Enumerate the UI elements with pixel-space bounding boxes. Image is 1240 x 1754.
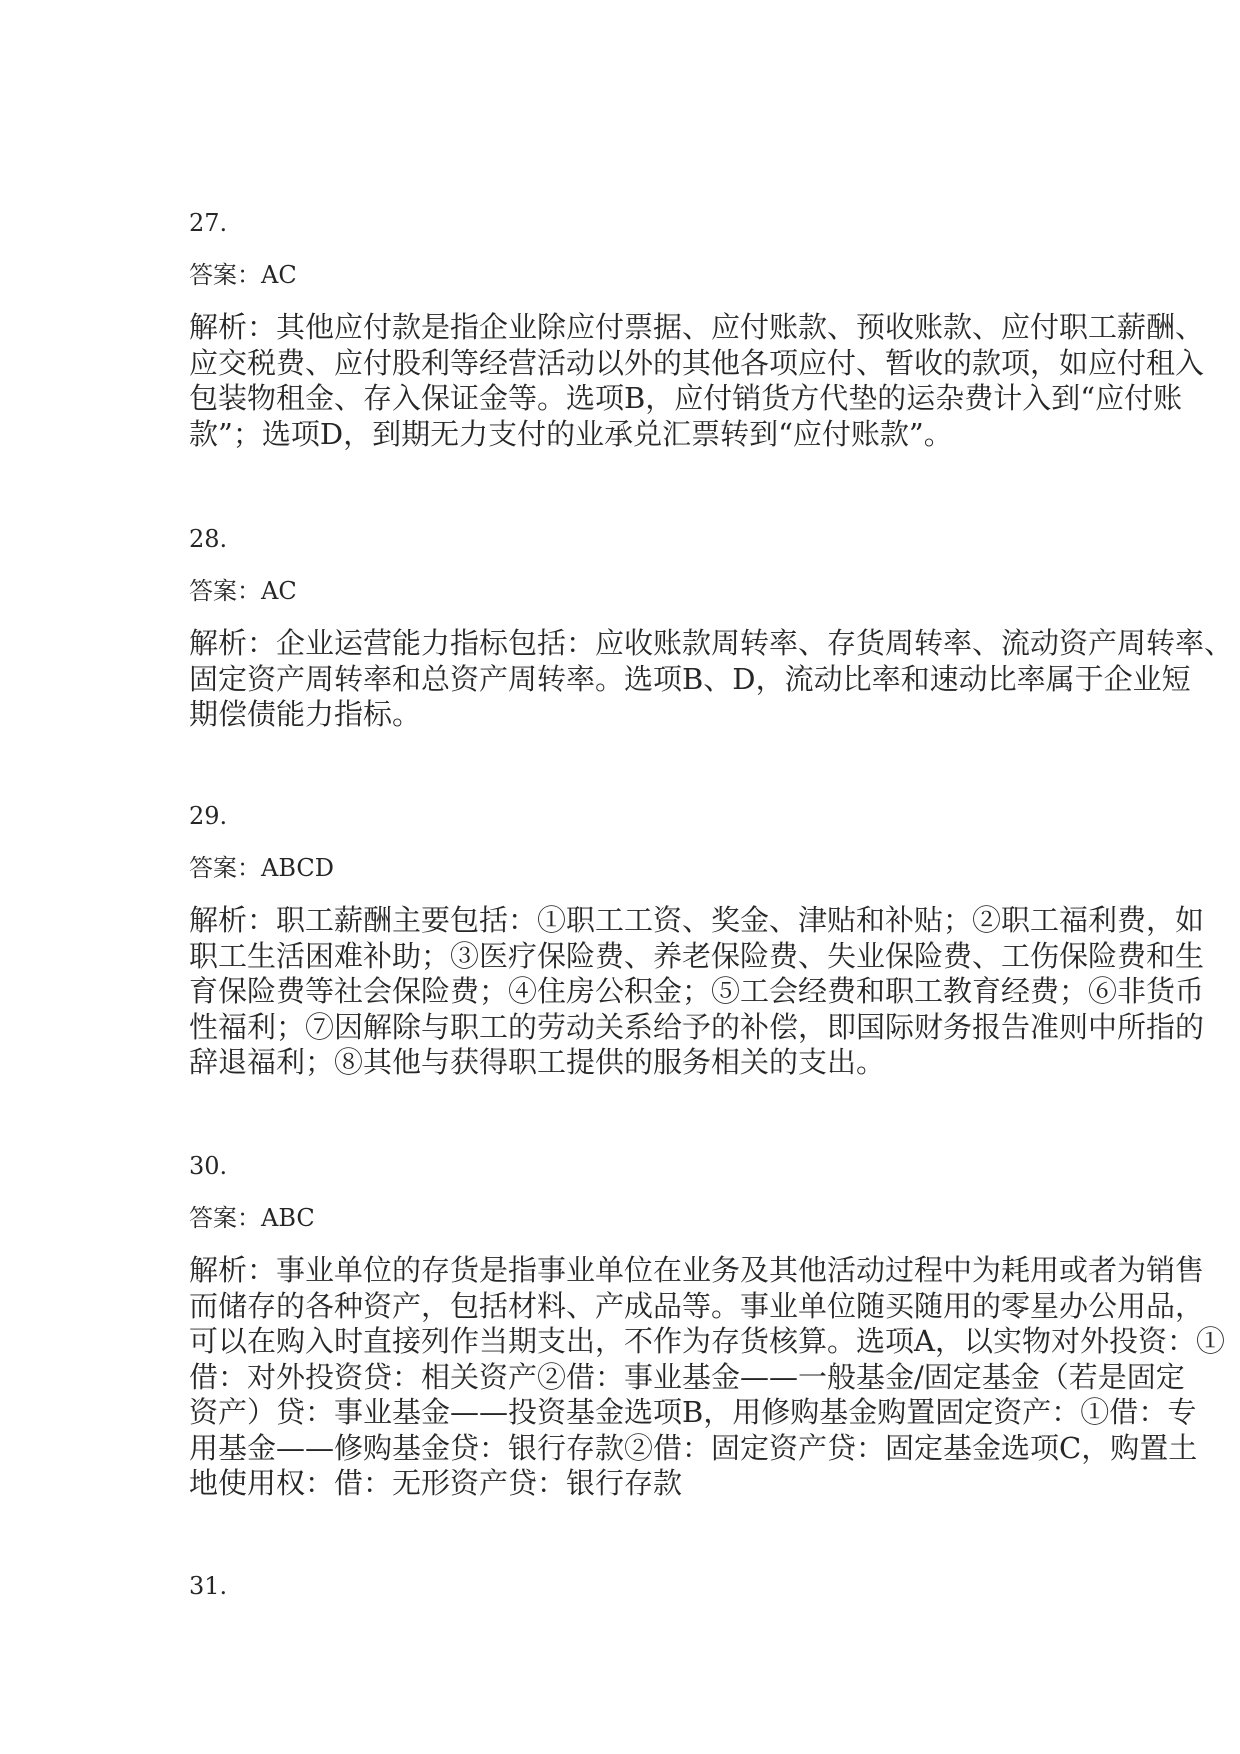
explanation-line: 包装物租金、存入保证金等。选项B，应付销货方代垫的运杂费计入到“应付账 [189,381,1183,415]
explanation-line: 期偿债能力指标。 [189,697,422,731]
answer-line: 答案：AC [189,577,297,605]
explanation-line: 解析：职工薪酬主要包括：①职工工资、奖金、津贴和补贴；②职工福利费，如 [189,903,1205,937]
explanation-line: 借：对外投资贷：相关资产②借：事业基金——一般基金/固定基金（若是固定 [189,1359,1185,1394]
explanation-line: 地使用权：借：无形资产贷：银行存款 [189,1466,683,1500]
explanation-line: 解析：事业单位的存货是指事业单位在业务及其他活动过程中为耗用或者为销售 [189,1253,1205,1287]
explanation-line: 资产）贷：事业基金——投资基金选项B，用修购基金购置固定资产：①借：专 [189,1395,1197,1429]
answer-line: 答案：ABCD [189,854,335,882]
answer-line: 答案：ABC [189,1204,315,1232]
question-number: 28. [189,525,228,553]
explanation-line: 辞退福利；⑧其他与获得职工提供的服务相关的支出。 [189,1045,886,1079]
explanation [189,1253,1225,1502]
question-number: 27. [189,209,228,237]
explanation-line: 固定资产周转率和总资产周转率。选项B、D，流动比率和速动比率属于企业短 [189,661,1191,696]
explanation-line: 可以在购入时直接列作当期支出，不作为存货核算。选项A，以实物对外投资：① [189,1324,1225,1358]
question-number: 31. [189,1572,228,1600]
explanation [189,903,1205,1081]
question-number: 29. [189,802,228,830]
explanation-line: 应交税费、应付股利等经营活动以外的其他各项应付、暂收的款项，如应付租入 [189,345,1205,380]
answer-line: 答案：AC [189,261,297,289]
explanation-line: 解析：企业运营能力指标包括：应收账款周转率、存货周转率、流动资产周转率、 [189,626,1234,660]
explanation-line: 解析：其他应付款是指企业除应付票据、应付账款、预收账款、应付职工薪酬、 [189,310,1205,344]
explanation-line: 而储存的各种资产，包括材料、产成品等。事业单位随买随用的零星办公用品， [189,1288,1205,1323]
explanation-line: 用基金——修购基金贷：银行存款②借：固定资产贷：固定基金选项C，购置土 [189,1430,1198,1465]
explanation-line: 职工生活困难补助；③医疗保险费、养老保险费、失业保险费、工伤保险费和生 [189,938,1205,973]
question-number: 30. [189,1152,228,1180]
explanation [189,626,1234,733]
explanation [189,310,1205,452]
explanation-line: 性福利；⑦因解除与职工的劳动关系给予的补偿，即国际财务报告准则中所指的 [189,1009,1205,1044]
explanation-line: 款”；选项D，到期无力支付的业承兑汇票转到“应付账款”。 [189,416,953,451]
explanation-line: 育保险费等社会保险费；④住房公积金；⑤工会经费和职工教育经费；⑥非货币 [189,974,1205,1008]
